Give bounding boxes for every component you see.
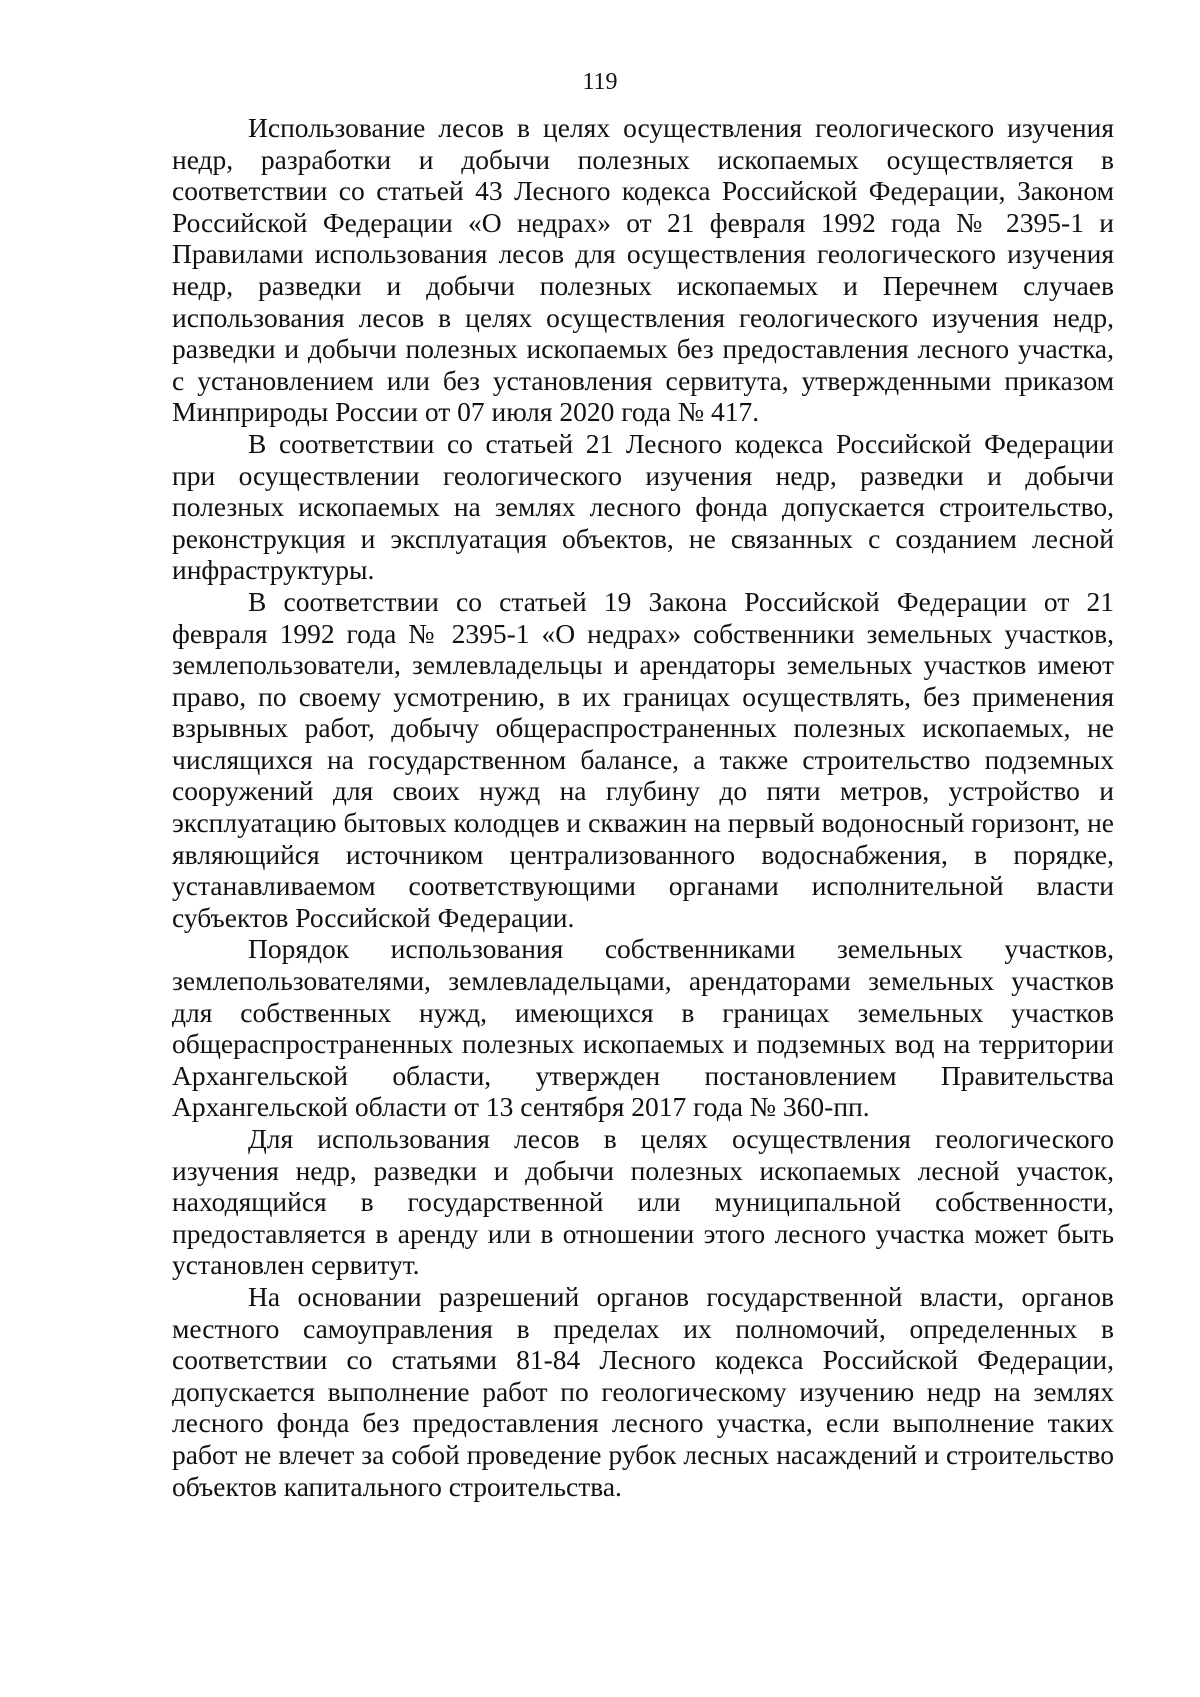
- paragraph: Для использования лесов в целях осуществления геологического изучения недр, разведки и добычи полезных ископаемых лесной участок, находящийся в государственной или муниципальной собственности, предоставляется в аренду или в отношении этого лесного участка может быть установлен сервитут.: [172, 1123, 1114, 1281]
- paragraph: Порядок использования собственниками земельных участков, землепользователями, землевладельцами, арендаторами земельных участков для собственных нужд, имеющихся в границах земельных участков общераспространенных полезных ископаемых и подземных вод на территории Архангельской области, утвержден постановлением Правительства Архангельской области от 13 сентября 2017 года № 360-пп.: [172, 933, 1114, 1123]
- paragraph: Использование лесов в целях осуществления геологического изучения недр, разработки и добычи полезных ископаемых осуществляется в соответствии со статьей 43 Лесного кодекса Российской Федерации, Законом Российской Федерации «О недрах» от 21 февраля 1992 года № 2395-1 и Правилами использования лесов для осуществления геологического изучения недр, разведки и добычи полезных ископаемых и Перечнем случаев использования лесов в целях осуществления геологического изучения недр, разведки и добычи полезных ископаемых без предоставления лесного участка, с установлением или без установления сервитута, утвержденными приказом Минприроды России от 07 июля 2020 года № 417.: [172, 112, 1114, 428]
- page-number: 119: [582, 69, 618, 95]
- document-body: [172, 112, 1114, 1502]
- paragraph: В соответствии со статьей 21 Лесного кодекса Российской Федерации при осуществлении геологического изучения недр, разведки и добычи полезных ископаемых на землях лесного фонда допускается строительство, реконструкция и эксплуатация объектов, не связанных с созданием лесной инфраструктуры.: [172, 427, 1114, 586]
- paragraph: В соответствии со статьей 19 Закона Российской Федерации от 21 февраля 1992 года № 2395-1 «О недрах» собственники земельных участков, землепользователи, землевладельцы и арендаторы земельных участков имеют право, по своему усмотрению, в их границах осуществлять, без применения взрывных работ, добычу общераспространенных полезных ископаемых, не числящихся на государственном балансе, а также строительство подземных сооружений для своих нужд на глубину до пяти метров, устройство и эксплуатацию бытовых колодцев и скважин на первый водоносный горизонт, не являющийся источником централизованного водоснабжения, в порядке, устанавливаемом соответствующими органами исполнительной власти субъектов Российской Федерации.: [172, 585, 1114, 933]
- paragraph: На основании разрешений органов государственной власти, органов местного самоуправления в пределах их полномочий, определенных в соответствии со статьями 81-84 Лесного кодекса Российской Федерации, допускается выполнение работ по геологическому изучению недр на землях лесного фонда без предоставления лесного участка, если выполнение таких работ не влечет за собой проведение рубок лесных насаждений и строительство объектов капитального строительства.: [172, 1280, 1114, 1502]
